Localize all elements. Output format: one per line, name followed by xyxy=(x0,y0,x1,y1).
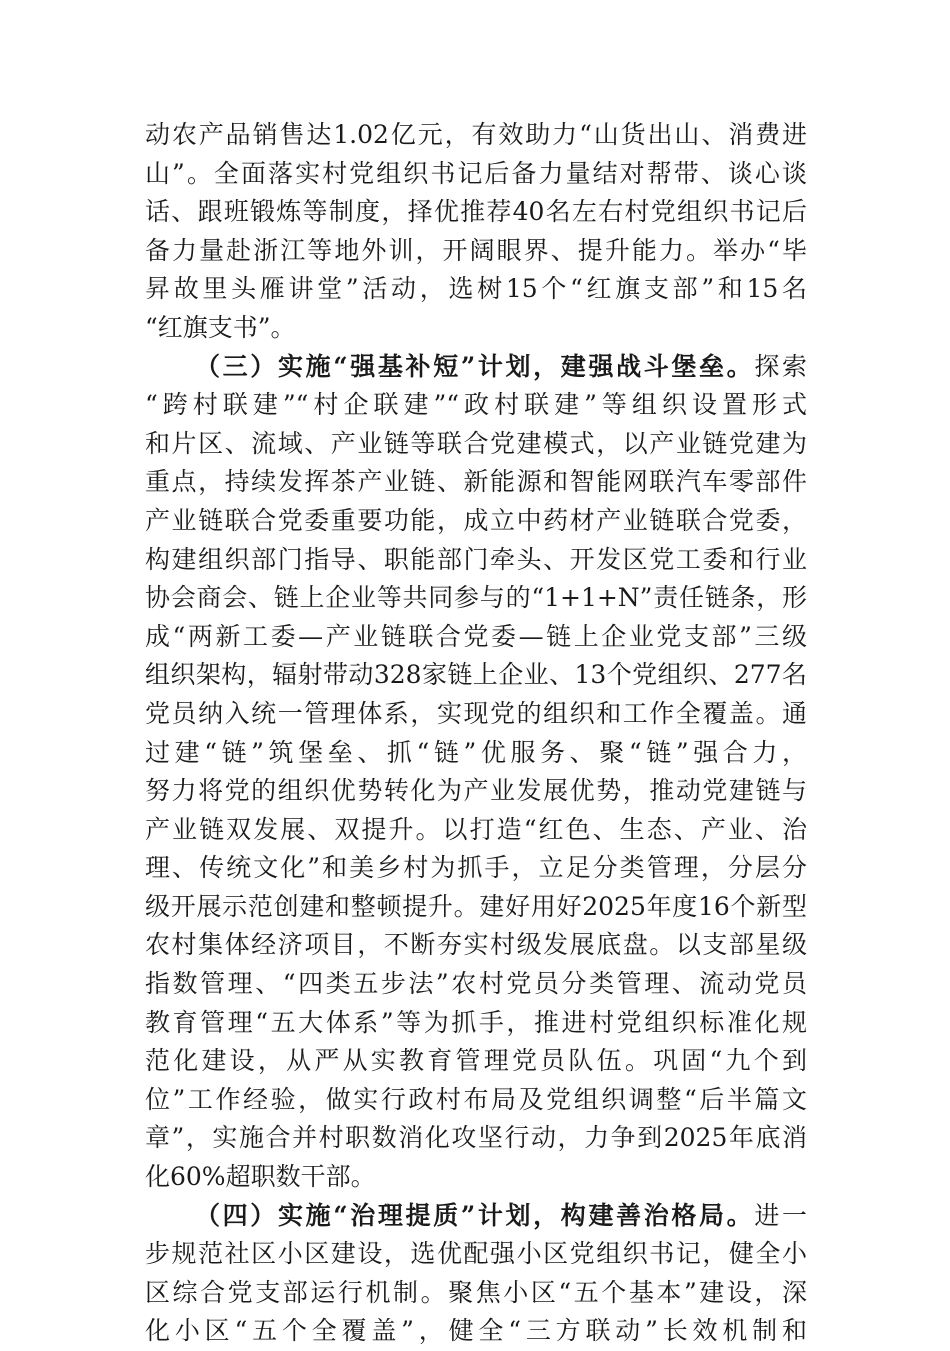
text-line: 山”。全面落实村党组织书记后备力量结对帮带、谈心谈 xyxy=(145,158,807,188)
text-line: 级开展示范创建和整顿提升。建好用好2025年度16个新型 xyxy=(145,891,807,921)
text-line: 步规范社区小区建设，选优配强小区党组织书记，健全小 xyxy=(145,1239,807,1269)
text-line: “跨村联建”“村企联建”“政村联建”等组织设置形式 xyxy=(145,390,807,420)
text-line: 动农产品销售达1.02亿元，有效助力“山货出山、消费进 xyxy=(145,120,807,149)
text-line: 过建“链”筑堡垒、抓“链”优服务、聚“链”强合力， xyxy=(145,737,807,767)
text-line: 区综合党支部运行机制。聚焦小区“五个基本”建设，深 xyxy=(145,1277,807,1307)
text-line: 协会商会、链上企业等共同参与的“1+1+N”责任链条，形 xyxy=(145,583,807,613)
document-body xyxy=(145,116,807,1351)
paragraph-continuation xyxy=(145,116,807,348)
section-heading: （四）实施“治理提质”计划，构建善治格局。 xyxy=(195,1200,755,1230)
text-line: 产业链联合党委重要功能，成立中药材产业链联合党委， xyxy=(145,505,807,535)
paragraph-section-3 xyxy=(145,348,807,1197)
text-line: 指数管理、“四类五步法”农村党员分类管理、流动党员 xyxy=(145,969,807,999)
text-line: “红旗支书”。 xyxy=(145,312,296,342)
text-line: 组织架构，辐射带动328家链上企业、13个党组织、277名 xyxy=(145,660,807,690)
text-line: 备力量赴浙江等地外训，开阔眼界、提升能力。举办“毕 xyxy=(145,235,807,265)
text-line: 成“两新工委—产业链联合党委—链上企业党支部”三级 xyxy=(145,621,807,651)
text-line: 话、跟班锻炼等制度，择优推荐40名左右村党组织书记后 xyxy=(145,197,807,227)
section-text: 进一 xyxy=(754,1200,807,1230)
section-heading-line xyxy=(145,1197,807,1236)
section-heading: （三）实施“强基补短”计划，建强战斗堡垒。 xyxy=(195,351,755,381)
text-line: 重点，持续发挥茶产业链、新能源和智能网联汽车零部件 xyxy=(145,467,807,497)
section-text: 探索 xyxy=(754,351,807,381)
text-line: 范化建设，从严从实教育管理党员队伍。巩固“九个到 xyxy=(145,1046,807,1076)
text-line: 党员纳入统一管理体系，实现党的组织和工作全覆盖。通 xyxy=(145,698,807,728)
text-line: 位”工作经验，做实行政村布局及党组织调整“后半篇文 xyxy=(145,1084,807,1114)
text-line: 昇故里头雁讲堂”活动，选树15个“红旗支部”和15名 xyxy=(145,274,807,304)
text-line: 化60%超职数干部。 xyxy=(145,1162,376,1192)
text-line: 产业链双发展、双提升。以打造“红色、生态、产业、治 xyxy=(145,814,807,844)
text-line: 理、传统文化”和美乡村为抓手，立足分类管理，分层分 xyxy=(145,853,807,883)
text-line: 努力将党的组织优势转化为产业发展优势，推动党建链与 xyxy=(145,776,807,806)
text-line: 构建组织部门指导、职能部门牵头、开发区党工委和行业 xyxy=(145,544,807,574)
text-line: 教育管理“五大体系”等为抓手，推进村党组织标准化规 xyxy=(145,1007,807,1037)
text-line: 化小区“五个全覆盖”，健全“三方联动”长效机制和 xyxy=(145,1316,807,1346)
text-line: 农村集体经济项目，不断夯实村级发展底盘。以支部星级 xyxy=(145,930,807,960)
text-line: 和片区、流域、产业链等联合党建模式，以产业链党建为 xyxy=(145,428,807,458)
section-heading-line xyxy=(145,348,807,387)
text-line: 章”，实施合并村职数消化攻坚行动，力争到2025年底消 xyxy=(145,1123,807,1153)
paragraph-section-4 xyxy=(145,1197,807,1351)
